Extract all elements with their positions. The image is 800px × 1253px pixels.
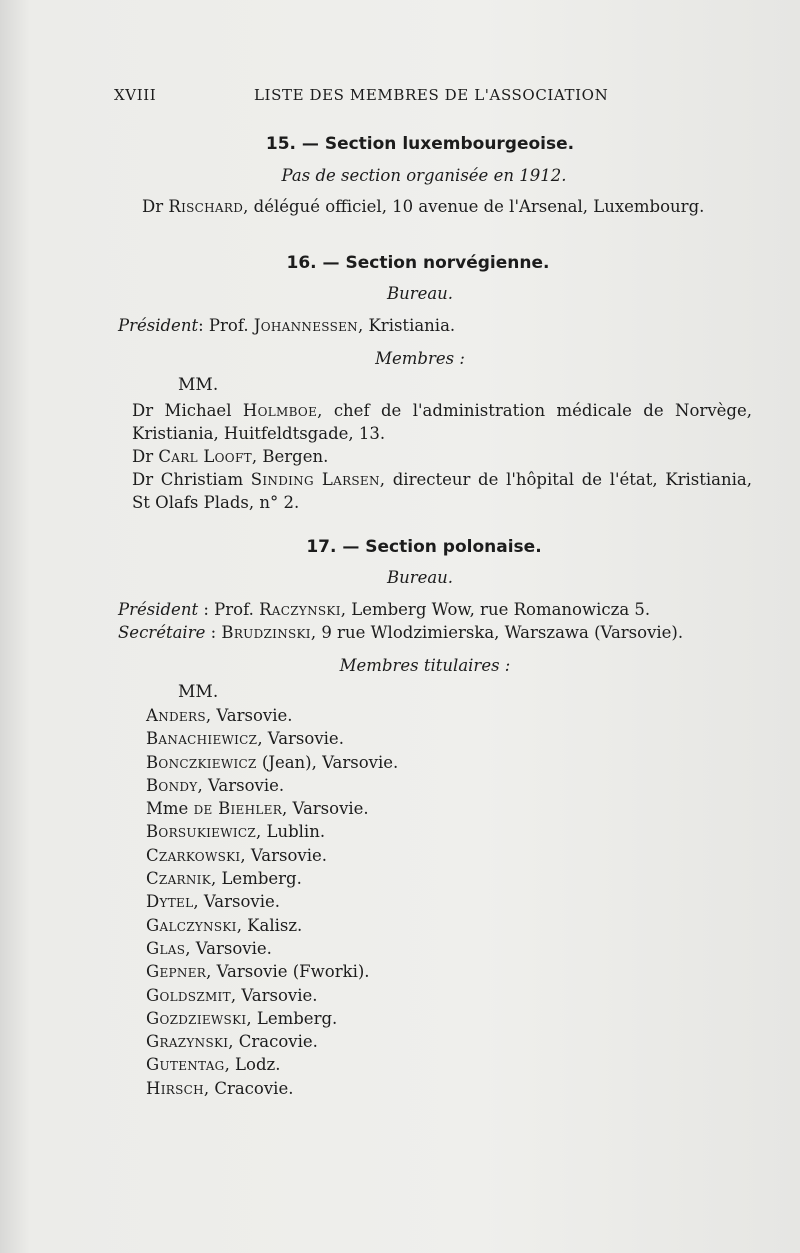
person-name: Anders bbox=[146, 706, 206, 725]
list-item bbox=[146, 890, 752, 913]
entry-details: , Lemberg Wow, rue Romanowicza 5. bbox=[340, 600, 651, 619]
person-name: Sinding Larsen bbox=[250, 470, 380, 489]
list-item bbox=[146, 914, 752, 937]
entry-details: , Lemberg. bbox=[246, 1008, 338, 1028]
list-item bbox=[146, 867, 752, 890]
person-name: Czarkowski bbox=[146, 845, 241, 865]
given-name: Christiam bbox=[153, 470, 251, 489]
membres-label: Membres : bbox=[375, 349, 465, 368]
section-note: Pas de section organisée en 1912. bbox=[281, 166, 567, 185]
mm-label: MM. bbox=[178, 375, 219, 395]
entry-details: , Varsovie. bbox=[205, 706, 293, 725]
member-entry bbox=[118, 445, 752, 468]
section-16 bbox=[118, 252, 752, 514]
name-prefix: Mme bbox=[146, 799, 194, 819]
list-item bbox=[146, 1007, 752, 1030]
list-item bbox=[146, 1077, 752, 1100]
bureau-label: Bureau. bbox=[386, 568, 454, 587]
member-entry bbox=[118, 399, 752, 445]
section-heading: 17. — Section polonaise. bbox=[306, 537, 542, 557]
president-line bbox=[118, 598, 752, 621]
secretary-label: Secrétaire bbox=[118, 623, 206, 642]
secretary-line bbox=[118, 621, 752, 644]
entry-details: , Varsovie. bbox=[197, 775, 285, 795]
list-item bbox=[146, 704, 752, 727]
person-name: Hirsch bbox=[146, 1078, 204, 1098]
list-item bbox=[146, 844, 752, 867]
entry-details: , Lemberg. bbox=[210, 869, 302, 889]
person-name: Raczynski bbox=[259, 600, 341, 619]
member-entry bbox=[118, 468, 752, 514]
entry-details: , Varsovie. bbox=[193, 892, 281, 912]
president-label: Président bbox=[118, 316, 199, 335]
person-name: Glas bbox=[146, 938, 186, 958]
person-name: de Biehler bbox=[193, 799, 283, 819]
list-item bbox=[146, 797, 752, 820]
running-head bbox=[114, 86, 630, 104]
person-name: Dytel bbox=[146, 892, 194, 912]
person-name: Gepner bbox=[146, 962, 207, 982]
person-name: Rischard bbox=[168, 197, 244, 216]
person-name: Carl Looft bbox=[158, 447, 252, 466]
secretary-prefix: : bbox=[205, 623, 222, 642]
person-name: Gutentag bbox=[146, 1055, 225, 1075]
list-item bbox=[146, 820, 752, 843]
president-prefix: : Prof. bbox=[198, 600, 260, 619]
section-heading: 16. — Section norvégienne. bbox=[286, 253, 550, 273]
person-name: Czarnik bbox=[146, 869, 211, 889]
entry-details: , Cracovie. bbox=[228, 1032, 318, 1052]
title-abbrev: Dr bbox=[132, 447, 154, 466]
entry-details: , Varsovie. bbox=[257, 729, 344, 749]
member-list bbox=[118, 704, 752, 1100]
person-name: Goldszmit bbox=[146, 985, 231, 1005]
list-item bbox=[146, 984, 752, 1007]
section-heading: 15. — Section luxembourgeoise. bbox=[265, 134, 575, 154]
bureau-label: Bureau. bbox=[386, 284, 454, 303]
president-label: Président bbox=[118, 600, 199, 619]
person-name: Galczynski bbox=[146, 915, 237, 935]
title-abbrev: Dr bbox=[132, 470, 154, 489]
person-name: Banachiewicz bbox=[146, 729, 258, 749]
entry-details: , Lublin. bbox=[256, 822, 326, 842]
running-title: LISTE DES MEMBRES DE L'ASSOCIATION bbox=[254, 86, 609, 104]
list-item bbox=[146, 727, 752, 750]
entry-details: , Varsovie. bbox=[282, 799, 369, 819]
section-17 bbox=[118, 536, 752, 1100]
person-name: Johannessen bbox=[253, 316, 358, 335]
person-name: Grazynski bbox=[146, 1032, 229, 1052]
entry-details: , Varsovie. bbox=[230, 985, 318, 1005]
mm-label: MM. bbox=[178, 682, 219, 702]
entry-details: , Varsovie. bbox=[185, 938, 272, 958]
membres-label: Membres titulaires : bbox=[339, 656, 511, 675]
entry-details: , 9 rue Wlodzimierska, Warszawa (Varsovie). bbox=[310, 623, 684, 642]
entry-details: , Bergen. bbox=[251, 447, 329, 466]
list-item bbox=[146, 774, 752, 797]
title-abbrev: Dr bbox=[132, 401, 154, 420]
page-folio: XVIII bbox=[114, 86, 157, 104]
section-15 bbox=[118, 133, 752, 218]
entry-details: , délégué officiel, 10 avenue de l'Arsenal, Luxembourg. bbox=[243, 197, 705, 216]
person-name: Brudzinski bbox=[221, 623, 311, 642]
person-name: Gozdziewski bbox=[146, 1008, 247, 1028]
list-item bbox=[146, 960, 752, 983]
entry-details: , Kristiania. bbox=[357, 316, 456, 335]
list-item bbox=[146, 751, 752, 774]
person-name: Holmboe bbox=[242, 401, 318, 420]
title-abbrev: Dr bbox=[142, 197, 164, 216]
list-item bbox=[146, 1030, 752, 1053]
list-item bbox=[146, 937, 752, 960]
entry-details: (Jean), Varsovie. bbox=[256, 752, 399, 772]
entry-details: , Kalisz. bbox=[236, 915, 303, 935]
list-item bbox=[146, 1053, 752, 1076]
entry-details: , Cracovie. bbox=[203, 1078, 294, 1098]
entry-details: , Varsovie. bbox=[240, 845, 328, 865]
person-name: Bonczkiewicz bbox=[146, 752, 257, 772]
president-prefix: : Prof. bbox=[198, 316, 254, 335]
entry-details: , chef de l'administration médicale de Norvège, Kristiania, Huitfeldtsgade, 13. bbox=[132, 401, 752, 443]
entry-details: , directeur de l'hôpital de l'état, Kristiania, St Olafs Plads, n° 2. bbox=[132, 470, 753, 512]
person-name: Borsukiewicz bbox=[146, 822, 256, 842]
given-name: Michael bbox=[153, 401, 243, 420]
person-name: Bondy bbox=[146, 775, 198, 795]
president-line bbox=[118, 314, 752, 337]
delegate-entry bbox=[118, 195, 752, 218]
entry-details: , Varsovie (Fworki). bbox=[206, 962, 370, 982]
entry-details: , Lodz. bbox=[224, 1055, 281, 1075]
